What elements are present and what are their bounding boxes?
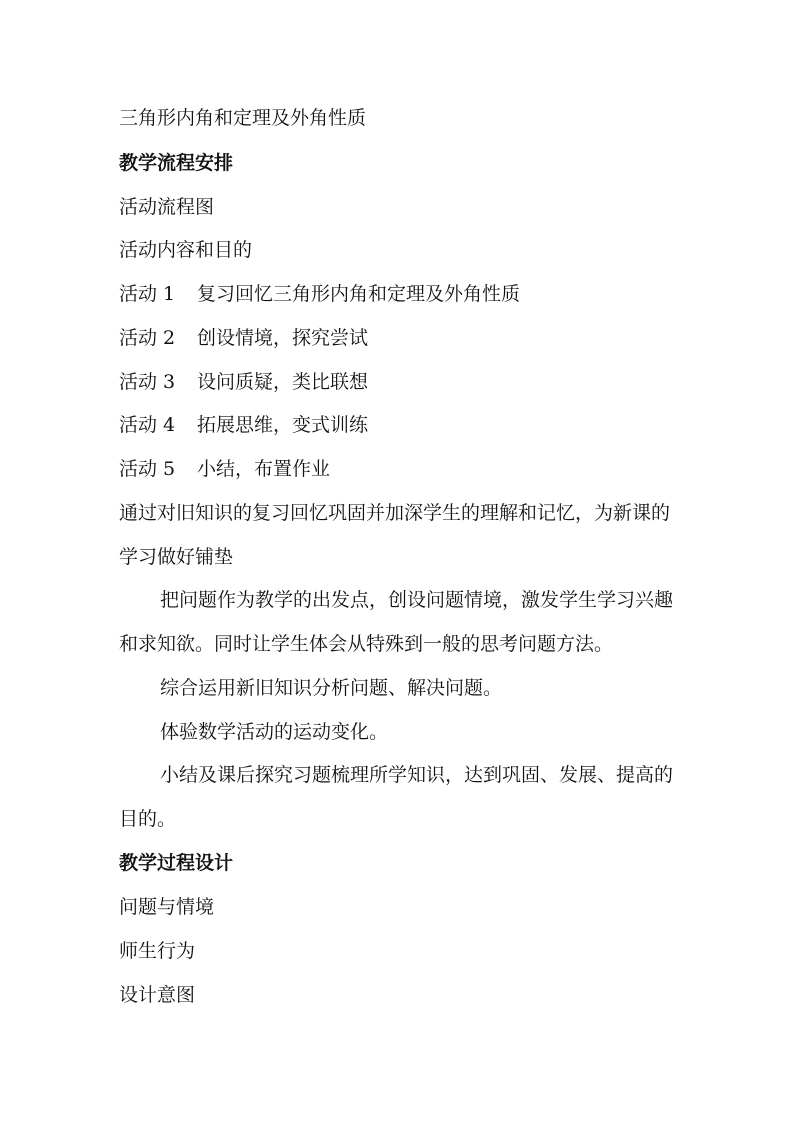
purpose-paragraph: 目的。 — [119, 808, 177, 830]
flowchart-label: 活动流程图 — [119, 196, 215, 218]
activity-label: 活动 5 — [119, 458, 176, 480]
purpose-paragraph: 体验数学活动的运动变化。 — [160, 721, 389, 743]
section-heading-process: 教学过程设计 — [119, 852, 234, 874]
activity-item — [119, 370, 368, 394]
activity-text: 创设情境，探究尝试 — [197, 327, 369, 349]
activity-label: 活动 4 — [119, 414, 176, 436]
content-label: 活动内容和目的 — [119, 239, 253, 261]
activity-label: 活动 3 — [119, 371, 176, 393]
activity-text: 拓展思维，变式训练 — [197, 414, 369, 436]
section-heading-flow: 教学流程安排 — [119, 152, 234, 174]
column-label: 问题与情境 — [119, 896, 215, 918]
purpose-paragraph: 和求知欲。同时让学生体会从特殊到一般的思考问题方法。 — [119, 633, 614, 655]
activity-item — [119, 413, 368, 437]
activity-label: 活动 2 — [119, 327, 176, 349]
activity-text: 设问质疑，类比联想 — [197, 371, 369, 393]
purpose-paragraph: 小结及课后探究习题梳理所学知识，达到巩固、发展、提高的 — [160, 764, 674, 786]
doc-title: 三角形内角和定理及外角性质 — [119, 107, 367, 129]
purpose-paragraph: 把问题作为教学的出发点，创设问题情境，激发学生学习兴趣 — [160, 589, 674, 611]
activity-item — [119, 457, 330, 481]
activity-text: 小结，布置作业 — [197, 458, 331, 480]
activity-item — [119, 282, 520, 306]
column-label: 设计意图 — [119, 984, 196, 1006]
purpose-paragraph: 综合运用新旧知识分析问题、解决问题。 — [160, 677, 503, 699]
activity-text: 复习回忆三角形内角和定理及外角性质 — [197, 283, 521, 305]
column-label: 师生行为 — [119, 940, 196, 962]
activity-item — [119, 326, 368, 350]
purpose-paragraph: 学习做好铺垫 — [119, 546, 234, 568]
purpose-paragraph: 通过对旧知识的复习回忆巩固并加深学生的理解和记忆，为新课的 — [119, 502, 671, 524]
activity-label: 活动 1 — [119, 283, 176, 305]
